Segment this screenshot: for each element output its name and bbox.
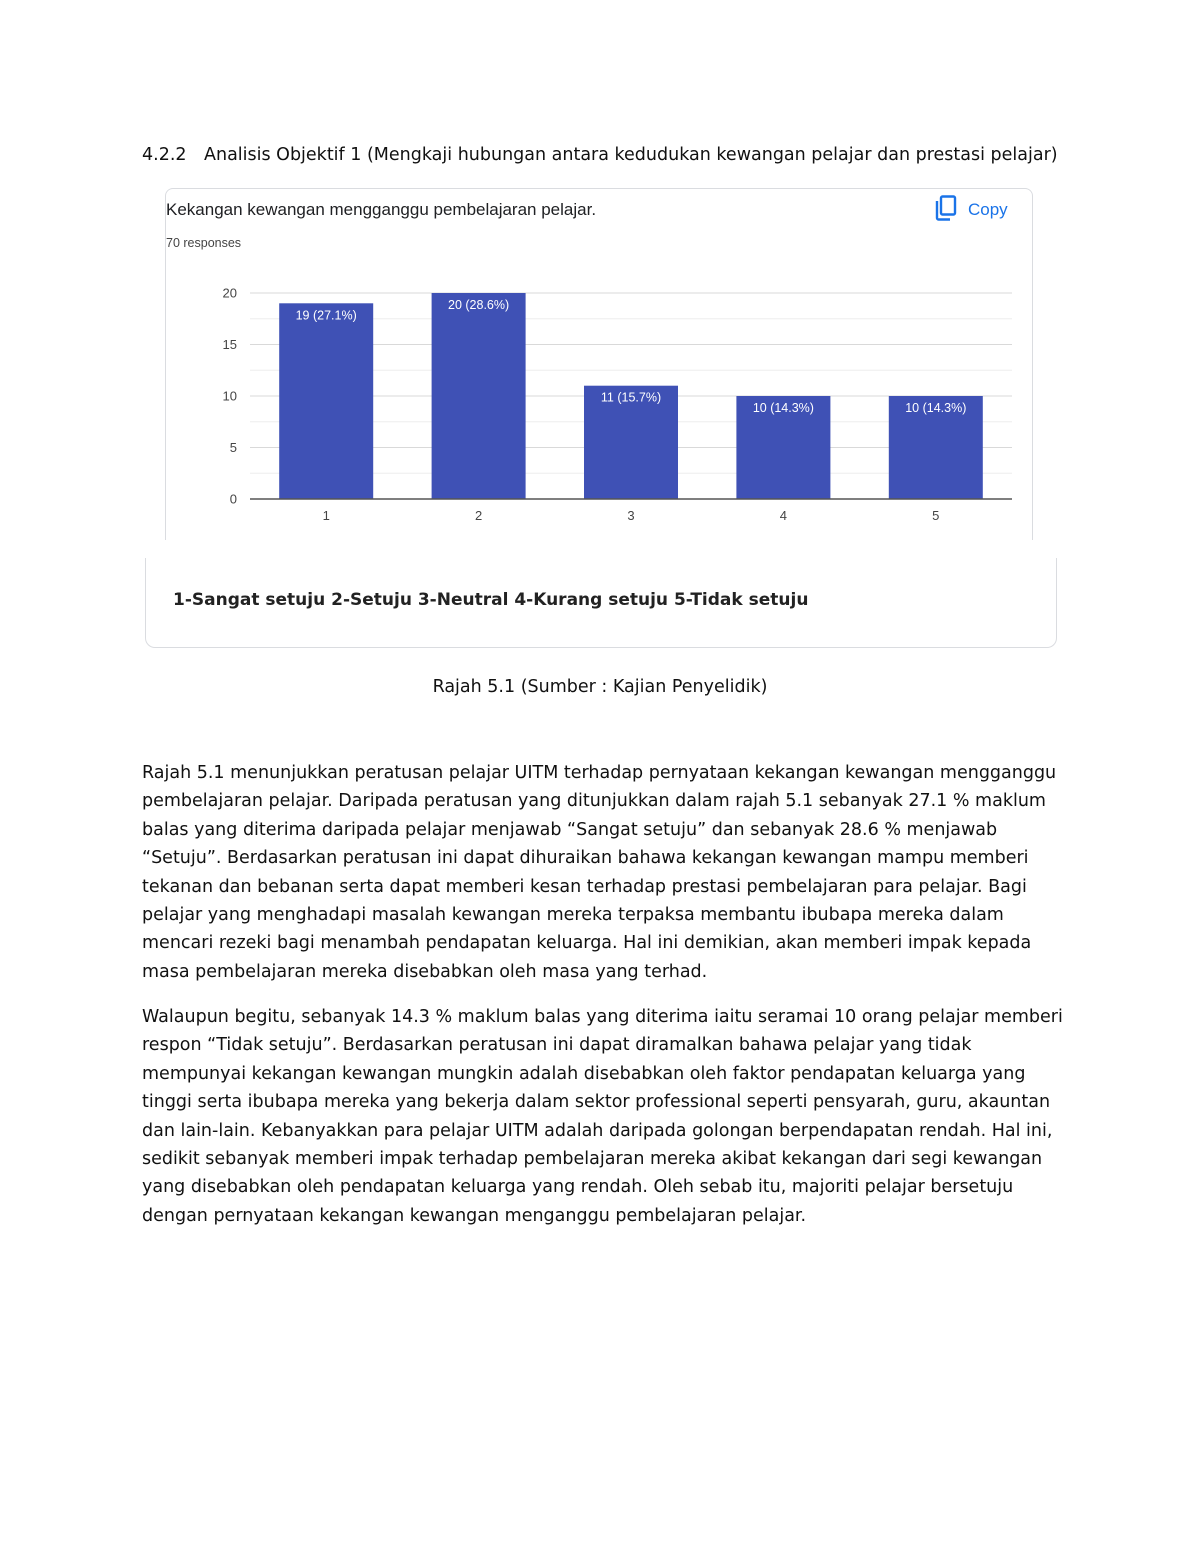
paragraph-line: mempunyai kekangan kewangan mungkin adalah disebabkan oleh faktor pendapatan keluarga yang [142,1063,1026,1084]
y-tick-label: 20 [222,285,237,301]
paragraph-line: balas yang diterima daripada pelajar menjawab “Sangat setuju” dan sebanyak 28.6 % menjawab [142,819,998,840]
body-paragraph-1 [142,759,1062,986]
paragraph-line: mencari rezeki bagi menambah pendapatan keluarga. Hal ini demikian, akan memberi impak kepada [142,933,1032,954]
paragraph-line: masa pembelajaran mereka disebabkan oleh masa yang terhad. [142,961,708,982]
paragraph-line: “Setuju”. Berdasarkan peratusan ini dapat dihuraikan bahawa kekangan kewangan mampu memberi [142,848,1029,869]
data-label: 19 (27.1%) [295,308,357,323]
data-label: 10 (14.3%) [752,401,814,415]
data-label: 11 (15.7%) [600,390,662,405]
x-tick-label: 1 [322,508,330,523]
scale-legend: 1-Sangat setuju 2-Setuju 3-Neutral 4-Kurang setuju 5-Tidak setuju [173,590,809,610]
bar-chart [0,0,1200,560]
paragraph-line: dengan pernyataan kekangan kewangan menganggu pembelajaran pelajar. [142,1205,807,1226]
paragraph-line: sedikit sebanyak memberi impak terhadap pembelajaran mereka akibat kekangan dari segi kewangan [142,1149,1043,1170]
section-title: Analisis Objektif 1 (Mengkaji hubungan antara kedudukan kewangan pelajar dan prestasi pelajar) [204,145,1058,165]
y-tick-label: 0 [229,491,237,507]
data-label: 20 (28.6%) [448,298,510,312]
body-paragraph-2 [142,1003,1062,1230]
section-number: 4.2.2 [142,145,187,165]
bar [279,303,373,499]
x-tick-label: 4 [779,508,788,523]
paragraph-line: pelajar yang menghadapi masalah kewangan mereka terpaksa membantu ibubapa mereka dalam [142,905,1004,926]
x-tick-label: 2 [474,508,483,523]
data-label: 10 (14.3%) [905,401,967,415]
paragraph-line: yang disebabkan oleh pendapatan keluarga yang rendah. Oleh sebab itu, majoriti pelajar bersetuju [142,1177,1014,1198]
copy-label: Copy [968,200,1008,219]
paragraph-line: tinggi serta ibubapa mereka yang bekerja dalam sektor professional seperti pensyarah, guru, akauntan [142,1092,1051,1113]
y-tick-label: 10 [222,388,237,404]
y-tick-label: 5 [229,440,237,455]
figure-caption: Rajah 5.1 (Sumber : Kajian Penyelidik) [432,677,768,697]
y-tick-label: 15 [222,337,237,352]
paragraph-line: Walaupun begitu, sebanyak 14.3 % maklum balas yang diterima iaitu seramai 10 orang pelajar memberi [142,1007,1063,1027]
paragraph-line: dan lain-lain. Kebanyakkan para pelajar UITM adalah daripada golongan berpendapatan rendah. Hal ini, [142,1120,1053,1141]
x-tick-label: 5 [932,508,940,523]
x-tick-label: 3 [627,508,635,523]
chart-title: Kekangan kewangan mengganggu pembelajaran pelajar. [166,200,597,219]
paragraph-line: respon “Tidak setuju”. Berdasarkan peratusan ini dapat diramalkan bahawa pelajar yang tidak [142,1035,972,1056]
bar [432,293,526,499]
paragraph-line: tekanan dan bebanan serta dapat memberi kesan terhadap prestasi pembelajaran para pelajar. Bagi [142,876,1027,897]
response-count: 70 responses [166,236,242,250]
paragraph-line: pembelajaran pelajar. Daripada peratusan yang ditunjukkan dalam rajah 5.1 sebanyak 27.1 % maklum [142,791,1046,812]
paragraph-line: Rajah 5.1 menunjukkan peratusan pelajar UITM terhadap pernyataan kekangan kewangan mengganggu [142,763,1057,783]
